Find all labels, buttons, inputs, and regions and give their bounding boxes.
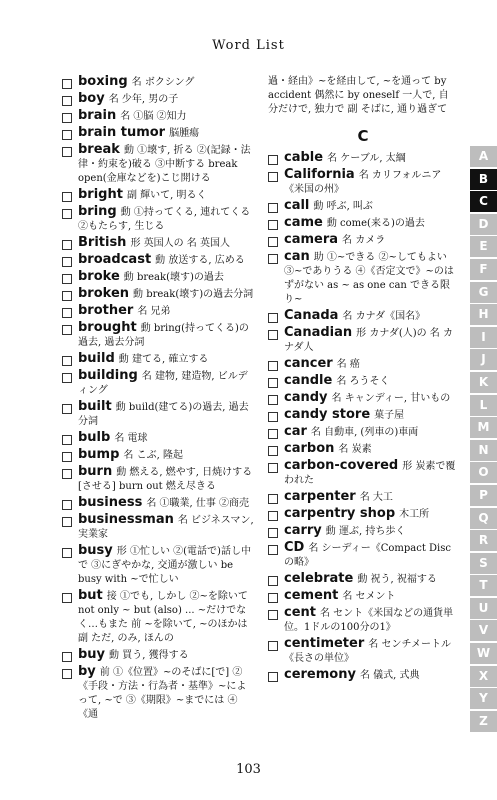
thumb-tab-i[interactable]: I	[470, 327, 497, 348]
thumb-tab-t[interactable]: T	[470, 575, 497, 596]
definition: 名 少年, 男の子	[108, 94, 179, 105]
word-entry	[268, 606, 458, 635]
checkbox-icon[interactable]	[62, 308, 72, 318]
thumb-tab-c[interactable]: C	[470, 191, 497, 212]
word-entry	[268, 442, 458, 457]
headword: can	[284, 249, 310, 264]
checkbox-icon[interactable]	[62, 79, 72, 89]
headword: cancer	[284, 356, 333, 371]
definition: 助 ①~できる ②~してもよい ③~でありうる ④《否定文で》~のはずがない as ~ as one can できる限り~	[284, 252, 454, 305]
headword: Canadian	[284, 325, 353, 340]
right-entries	[268, 151, 458, 683]
word-entry	[62, 448, 254, 463]
thumb-tab-w[interactable]: W	[470, 643, 497, 664]
word-entry	[268, 425, 458, 440]
word-entry	[268, 233, 458, 248]
thumb-tab-o[interactable]: O	[470, 462, 497, 483]
headword: came	[284, 215, 323, 230]
checkbox-icon[interactable]	[268, 545, 278, 555]
definition: 前 ①《位置》~のそばに[で] ②《手段・方法・行為者・基準》~によって, ~で ③《期限》~までには ④《通	[78, 667, 247, 720]
definition: 名 カメラ	[342, 235, 386, 246]
headword: buy	[78, 647, 106, 662]
definition: 動 ①壊す, 折る ②(記録・法律・約束を)破る ③中断する break open(金庫などを)こじ開ける	[78, 145, 251, 184]
checkbox-icon[interactable]	[268, 412, 278, 422]
definition: 名 セント《米国などの通貨単位。1ドルの100分の1》	[284, 608, 454, 633]
headword: carpentry shop	[284, 506, 396, 521]
left-column	[62, 75, 254, 724]
definition: 名 セメント	[342, 591, 396, 602]
definition: 動 燃える, 燃やす, 日焼けする[させる] burn out 燃え尽きる	[78, 467, 253, 492]
checkbox-icon[interactable]	[268, 237, 278, 247]
checkbox-icon[interactable]	[268, 641, 278, 651]
definition: 名 キャンディー, 甘いもの	[331, 393, 451, 404]
checkbox-icon[interactable]	[268, 313, 278, 323]
checkbox-icon[interactable]	[62, 240, 72, 250]
checkbox-icon[interactable]	[62, 96, 72, 106]
headword: bump	[78, 447, 120, 462]
headword: boxing	[78, 74, 128, 89]
word-entry	[62, 270, 254, 285]
word-entry	[268, 541, 458, 570]
headword: cent	[284, 605, 316, 620]
word-entry	[62, 513, 254, 542]
word-entry	[62, 496, 254, 511]
checkbox-icon[interactable]	[268, 593, 278, 603]
headword: business	[78, 495, 143, 510]
headword: bulb	[78, 430, 111, 445]
headword: brother	[78, 303, 134, 318]
definition: 名 シーディー《Compact Discの略》	[284, 543, 451, 568]
definition: 形 英国人の 名 英国人	[130, 238, 230, 249]
definition: 名 センチメートル《長さの単位》	[284, 639, 452, 664]
checkbox-icon[interactable]	[268, 429, 278, 439]
thumb-tab-a[interactable]: A	[470, 146, 497, 167]
word-entry	[268, 668, 458, 683]
thumb-tab-r[interactable]: R	[470, 530, 497, 551]
word-entry	[62, 465, 254, 494]
definition: 名 儀式, 式典	[359, 670, 420, 681]
definition: 名 自動車, (列車の)車両	[310, 427, 419, 438]
thumb-tab-f[interactable]: F	[470, 259, 497, 280]
checkbox-icon[interactable]	[62, 130, 72, 140]
word-entry	[62, 648, 254, 663]
headword: broke	[78, 269, 120, 284]
thumb-tab-j[interactable]: J	[470, 349, 497, 370]
headword: candle	[284, 373, 333, 388]
headword: brain	[78, 108, 117, 123]
word-entry	[268, 408, 458, 423]
word-entry	[62, 126, 254, 141]
word-entry	[268, 357, 458, 372]
definition: 動 放送する, 広める	[155, 255, 245, 266]
checkbox-icon[interactable]	[62, 356, 72, 366]
checkbox-icon[interactable]	[62, 325, 72, 335]
checkbox-icon[interactable]	[268, 172, 278, 182]
thumb-tab-l[interactable]: L	[470, 395, 497, 416]
definition: 菓子屋	[374, 410, 405, 421]
page-header: Word List	[212, 38, 285, 53]
word-entry	[62, 369, 254, 398]
word-entry	[268, 391, 458, 406]
headword: burn	[78, 464, 113, 479]
definition: 動 bring(持ってくる)の過去, 過去分詞	[78, 323, 249, 348]
definition: 名 癌	[336, 359, 360, 370]
word-entry	[62, 431, 254, 446]
checkbox-icon[interactable]	[268, 672, 278, 682]
checkbox-icon[interactable]	[268, 330, 278, 340]
continuation-text: 過・経由》~を経由して, ~を通って by accident 偶然に by oneself 一人で, 自分だけで, 独力で 副 そばに, 通り過ぎて	[268, 76, 449, 115]
definition: 名 兄弟	[137, 306, 171, 317]
checkbox-icon[interactable]	[268, 220, 278, 230]
checkbox-icon[interactable]	[268, 361, 278, 371]
headword: California	[284, 167, 355, 182]
definition: 動 ①持ってくる, 連れてくる ②もたらす, 生じる	[78, 207, 251, 232]
checkbox-icon[interactable]	[268, 511, 278, 521]
checkbox-icon[interactable]	[62, 452, 72, 462]
word-entry	[268, 507, 458, 522]
word-entry	[268, 637, 458, 666]
thumb-tab-v[interactable]: V	[470, 620, 497, 641]
word-entry	[62, 352, 254, 367]
headword: candy	[284, 390, 328, 405]
word-entry	[62, 400, 254, 429]
definition: 名 カナダ《国名》	[342, 311, 426, 322]
definition: 名 ①職業, 仕事 ②商売	[146, 498, 250, 509]
checkbox-icon[interactable]	[268, 463, 278, 473]
definition: 動 build(建てる)の過去, 過去分詞	[78, 402, 249, 427]
checkbox-icon[interactable]	[62, 291, 72, 301]
word-entry	[62, 665, 254, 722]
headword: brought	[78, 320, 137, 335]
thumb-tab-q[interactable]: Q	[470, 508, 497, 529]
definition: 動 買う, 獲得する	[109, 650, 189, 661]
headword: building	[78, 368, 138, 383]
thumb-tab-z[interactable]: Z	[470, 711, 497, 732]
word-entry	[62, 205, 254, 234]
thumb-tab-b[interactable]: B	[470, 169, 497, 190]
definition: 名 ビジネスマン, 実業家	[78, 515, 254, 540]
word-entry	[62, 188, 254, 203]
headword: carry	[284, 523, 322, 538]
definition: 名 電球	[114, 433, 148, 444]
headword: break	[78, 142, 120, 157]
thumb-tab-k[interactable]: K	[470, 372, 497, 393]
word-entry	[268, 459, 458, 488]
checkbox-icon[interactable]	[268, 254, 278, 264]
headword: built	[78, 399, 112, 414]
headword: businessman	[78, 512, 174, 527]
word-entry	[62, 253, 254, 268]
thumb-tab-n[interactable]: N	[470, 440, 497, 461]
word-entry	[62, 321, 254, 350]
headword: centimeter	[284, 636, 365, 651]
word-entry	[268, 309, 458, 324]
definition: 形 炭素で覆われた	[284, 461, 456, 486]
word-entry	[62, 92, 254, 107]
definition: 名 ①脳 ②知力	[120, 111, 187, 122]
definition: 名 カリフォルニア《米国の州》	[284, 170, 442, 195]
thumb-tab-y[interactable]: Y	[470, 688, 497, 709]
checkbox-icon[interactable]	[268, 610, 278, 620]
word-entry	[268, 168, 458, 197]
checkbox-icon[interactable]	[268, 446, 278, 456]
headword: bring	[78, 204, 117, 219]
headword: bright	[78, 187, 123, 202]
headword: broadcast	[78, 252, 152, 267]
headword: cement	[284, 588, 339, 603]
headword: carpenter	[284, 489, 356, 504]
right-column	[268, 75, 458, 685]
headword: ceremony	[284, 667, 356, 682]
thumb-tab-e[interactable]: E	[470, 236, 497, 257]
checkbox-icon[interactable]	[62, 517, 72, 527]
definition: 名 こぶ, 隆起	[123, 450, 183, 461]
checkbox-icon[interactable]	[268, 378, 278, 388]
checkbox-icon[interactable]	[62, 548, 72, 558]
word-entry	[268, 490, 458, 505]
headword: car	[284, 424, 307, 439]
headword: carbon	[284, 441, 335, 456]
word-entry	[62, 75, 254, 90]
checkbox-icon[interactable]	[62, 669, 72, 679]
definition: 名 炭素	[338, 444, 372, 455]
checkbox-icon[interactable]	[62, 593, 72, 603]
definition: 名 建物, 建造物, ビルディング	[78, 371, 248, 396]
headword: CD	[284, 540, 305, 555]
checkbox-icon[interactable]	[62, 274, 72, 284]
definition: 動 呼ぶ, 叫ぶ	[313, 201, 373, 212]
section-letter: C	[357, 127, 369, 145]
alphabet-thumb-index	[470, 146, 497, 734]
word-entry	[62, 544, 254, 587]
checkbox-icon[interactable]	[62, 113, 72, 123]
checkbox-icon[interactable]	[62, 147, 72, 157]
headword: brain tumor	[78, 125, 166, 140]
definition: 動 break(壊す)の過去分詞	[133, 289, 254, 300]
headword: call	[284, 198, 310, 213]
definition: 木工所	[399, 509, 430, 520]
thumb-tab-g[interactable]: G	[470, 282, 497, 303]
headword: camera	[284, 232, 339, 247]
thumb-tab-x[interactable]: X	[470, 666, 497, 687]
word-entry	[268, 199, 458, 214]
word-entry	[268, 374, 458, 389]
checkbox-icon[interactable]	[62, 373, 72, 383]
word-entry	[62, 589, 254, 646]
headword: by	[78, 664, 96, 679]
word-entry	[268, 216, 458, 231]
headword: boy	[78, 91, 105, 106]
definition: 名 ボクシング	[131, 77, 195, 88]
word-entry	[268, 151, 458, 166]
checkbox-icon[interactable]	[62, 500, 72, 510]
thumb-tab-m[interactable]: M	[470, 417, 497, 438]
word-entry	[62, 236, 254, 251]
definition: 動 break(壊す)の過去	[123, 272, 224, 283]
checkbox-icon[interactable]	[268, 395, 278, 405]
headword: cable	[284, 150, 324, 165]
word-entry	[268, 250, 458, 307]
word-entry	[268, 589, 458, 604]
headword: Canada	[284, 308, 339, 323]
headword: but	[78, 588, 103, 603]
definition: 名 ケーブル, 太綱	[327, 153, 406, 164]
definition: 動 建てる, 確立する	[118, 354, 209, 365]
thumb-tab-h[interactable]: H	[470, 304, 497, 325]
headword: British	[78, 235, 127, 250]
word-entry	[62, 287, 254, 302]
page-number: 103	[236, 762, 261, 777]
word-entry	[62, 304, 254, 319]
definition: 名 大工	[359, 492, 393, 503]
headword: build	[78, 351, 115, 366]
headword: carbon-covered	[284, 458, 399, 473]
definition: 形 ①忙しい ②(電話で)話し中で ③にぎやかな, 交通が激しい be busy with ~で忙しい	[78, 546, 251, 585]
thumb-tab-d[interactable]: D	[470, 214, 497, 235]
definition: 動 come(来る)の過去	[326, 218, 425, 229]
checkbox-icon[interactable]	[62, 192, 72, 202]
checkbox-icon[interactable]	[268, 203, 278, 213]
definition: 形 カナダ(人)の 名 カナダ人	[284, 328, 453, 353]
checkbox-icon[interactable]	[268, 155, 278, 165]
thumb-tab-s[interactable]: S	[470, 553, 497, 574]
definition: 接 ①でも, しかし ②~を除いて not only ~ but (also) ... ~だけでなく…もまた 前 ~を除いて, ~のほかは 副 ただ, のみ, ほんの	[78, 591, 248, 644]
definition: 動 運ぶ, 持ち歩く	[325, 526, 406, 537]
checkbox-icon[interactable]	[268, 528, 278, 538]
word-entry	[62, 109, 254, 124]
word-entry	[268, 572, 458, 587]
word-entry	[62, 143, 254, 186]
definition: 名 ろうそく	[336, 376, 390, 387]
checkbox-icon[interactable]	[62, 257, 72, 267]
definition: 脳腫瘍	[169, 128, 200, 139]
checkbox-icon[interactable]	[268, 494, 278, 504]
definition: 副 輝いて, 明るく	[126, 190, 207, 201]
headword: busy	[78, 543, 113, 558]
headword: celebrate	[284, 571, 354, 586]
checkbox-icon[interactable]	[62, 652, 72, 662]
word-entry	[268, 326, 458, 355]
word-entry	[268, 524, 458, 539]
definition: 動 祝う, 祝福する	[357, 574, 437, 585]
checkbox-icon[interactable]	[62, 469, 72, 479]
checkbox-icon[interactable]	[62, 435, 72, 445]
headword: candy store	[284, 407, 371, 422]
checkbox-icon[interactable]	[268, 576, 278, 586]
checkbox-icon[interactable]	[62, 404, 72, 414]
checkbox-icon[interactable]	[62, 209, 72, 219]
thumb-tab-u[interactable]: U	[470, 598, 497, 619]
headword: broken	[78, 286, 130, 301]
thumb-tab-p[interactable]: P	[470, 485, 497, 506]
